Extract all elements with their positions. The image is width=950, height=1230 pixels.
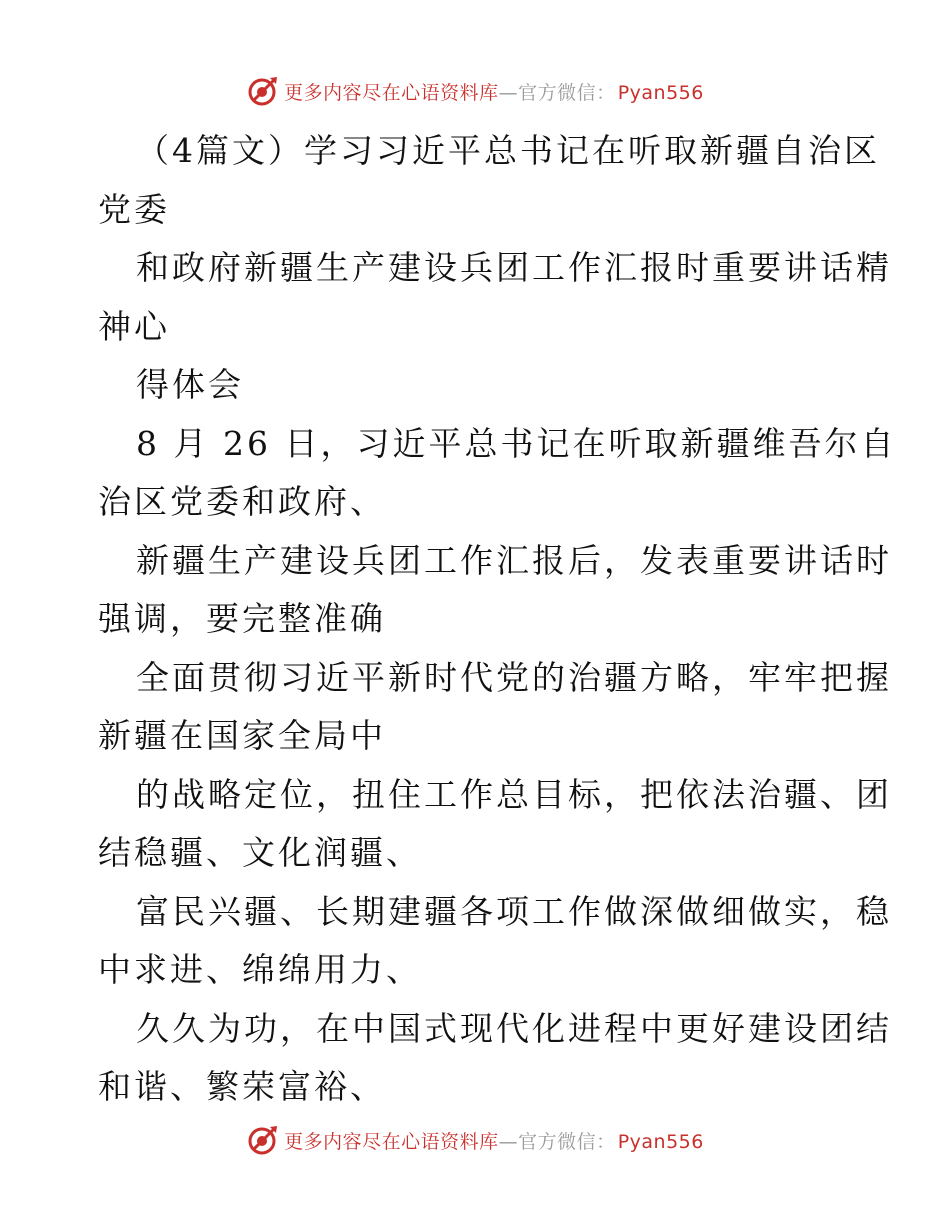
brand-logo-icon [246, 74, 280, 108]
header-banner [0, 71, 950, 111]
header-wechat-label: 官方微信： [518, 81, 616, 104]
body-line: 治区党委和政府、 [98, 482, 386, 521]
body-line: 新疆在国家全局中 [98, 716, 386, 755]
body-line: 富民兴疆、长期建疆各项工作做深做细做实，稳 [136, 891, 892, 931]
body-line: 中求进、绵绵用力、 [98, 950, 422, 989]
body-line: 全面贯彻习近平新时代党的治疆方略，牢牢把握 [136, 657, 892, 697]
title-line-3: 和政府新疆生产建设兵团工作汇报时重要讲话精 [136, 248, 892, 287]
title-line-1: （4篇文）学习习近平总书记在听取新疆自治区 [136, 131, 880, 170]
brand-logo-icon [246, 1123, 280, 1157]
body-line: 8 月 26 日，习近平总书记在听取新疆维吾尔自 [136, 423, 897, 463]
title-line-4: 神心 [98, 306, 170, 346]
header-promo [284, 78, 704, 105]
header-promo-text: 更多内容尽在心语资料库 [284, 81, 499, 104]
body-line: 新疆生产建设兵团工作汇报后，发表重要讲话时 [136, 540, 892, 580]
footer-banner [0, 1120, 950, 1160]
footer-wechat-label: 官方微信： [518, 1130, 616, 1153]
body-line: 强调，要完整准确 [98, 599, 386, 638]
body-line: 久久为功，在中国式现代化进程中更好建设团结 [136, 1008, 892, 1048]
header-separator: — [498, 81, 519, 104]
body-line: 的战略定位，扭住工作总目标，把依法治疆、团 [136, 774, 892, 814]
document-body [98, 122, 897, 1117]
title-line-2: 党委 [98, 189, 170, 229]
footer-promo [284, 1127, 704, 1154]
footer-separator: — [498, 1130, 519, 1153]
footer-promo-text: 更多内容尽在心语资料库 [284, 1130, 499, 1153]
title-line-5: 得体会 [136, 365, 244, 404]
body-line: 和谐、繁荣富裕、 [98, 1067, 386, 1106]
footer-wechat-handle: Pyan556 [617, 1130, 704, 1153]
body-line: 结稳疆、文化润疆、 [98, 833, 422, 872]
header-wechat-handle: Pyan556 [617, 81, 704, 104]
